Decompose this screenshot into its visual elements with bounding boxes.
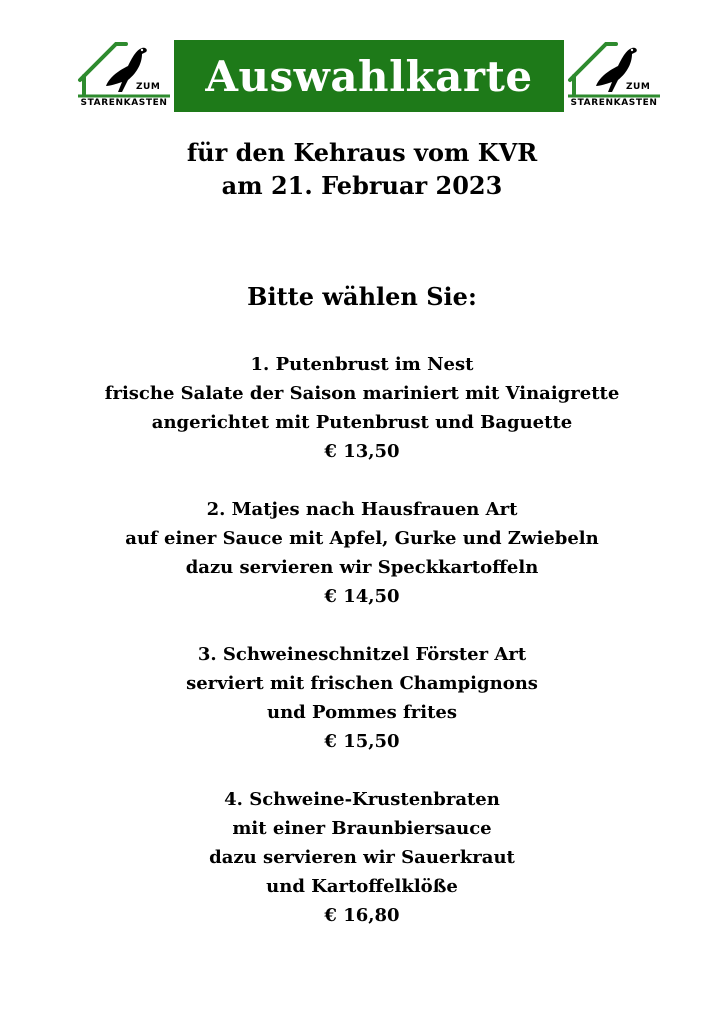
menu-item-price: € 14,50 — [324, 586, 400, 607]
starenkasten-logo-left — [76, 36, 172, 118]
menu-item-title: 1. Putenbrust im Nest — [250, 354, 474, 375]
starenkasten-logo-right — [566, 36, 662, 118]
logo-zum-text: ZUM — [136, 82, 161, 92]
subtitle-line-2: am 21. Februar 2023 — [221, 171, 503, 200]
menu-item-1 — [0, 350, 724, 466]
menu-item-2 — [0, 495, 724, 611]
menu-item-title: 2. Matjes nach Hausfrauen Art — [206, 499, 518, 520]
page-title: Auswahlkarte — [174, 40, 564, 112]
menu-item-description: und Kartoffelklöße — [266, 876, 458, 897]
menu-item-description: auf einer Sauce mit Apfel, Gurke und Zwiebeln — [125, 528, 599, 549]
menu-item-description: serviert mit frischen Champignons — [186, 673, 538, 694]
menu-item-3 — [0, 640, 724, 756]
menu-item-title: 4. Schweine-Krustenbraten — [224, 789, 500, 810]
menu-list — [0, 350, 724, 959]
logo-brand-text: STARENKASTEN — [80, 98, 168, 108]
menu-item-title: 3. Schweineschnitzel Förster Art — [197, 644, 527, 665]
menu-item-price: € 13,50 — [324, 441, 400, 462]
menu-item-description: frische Salate der Saison mariniert mit Vinaigrette — [104, 383, 620, 404]
logo-zum-text: ZUM — [626, 82, 651, 92]
menu-item-4 — [0, 785, 724, 930]
menu-item-description: dazu servieren wir Speckkartoffeln — [185, 557, 539, 578]
logo-brand-text: STARENKASTEN — [570, 98, 658, 108]
subtitle-line-1: für den Kehraus vom KVR — [186, 138, 538, 167]
menu-item-description: und Pommes frites — [267, 702, 457, 723]
menu-item-description: angerichtet mit Putenbrust und Baguette — [151, 412, 573, 433]
menu-item-description: dazu servieren wir Sauerkraut — [209, 847, 515, 868]
menu-item-price: € 16,80 — [324, 905, 400, 926]
menu-item-price: € 15,50 — [324, 731, 400, 752]
header — [0, 36, 724, 118]
menu-item-description: mit einer Braunbiersauce — [232, 818, 492, 839]
choice-prompt: Bitte wählen Sie: — [247, 282, 477, 311]
